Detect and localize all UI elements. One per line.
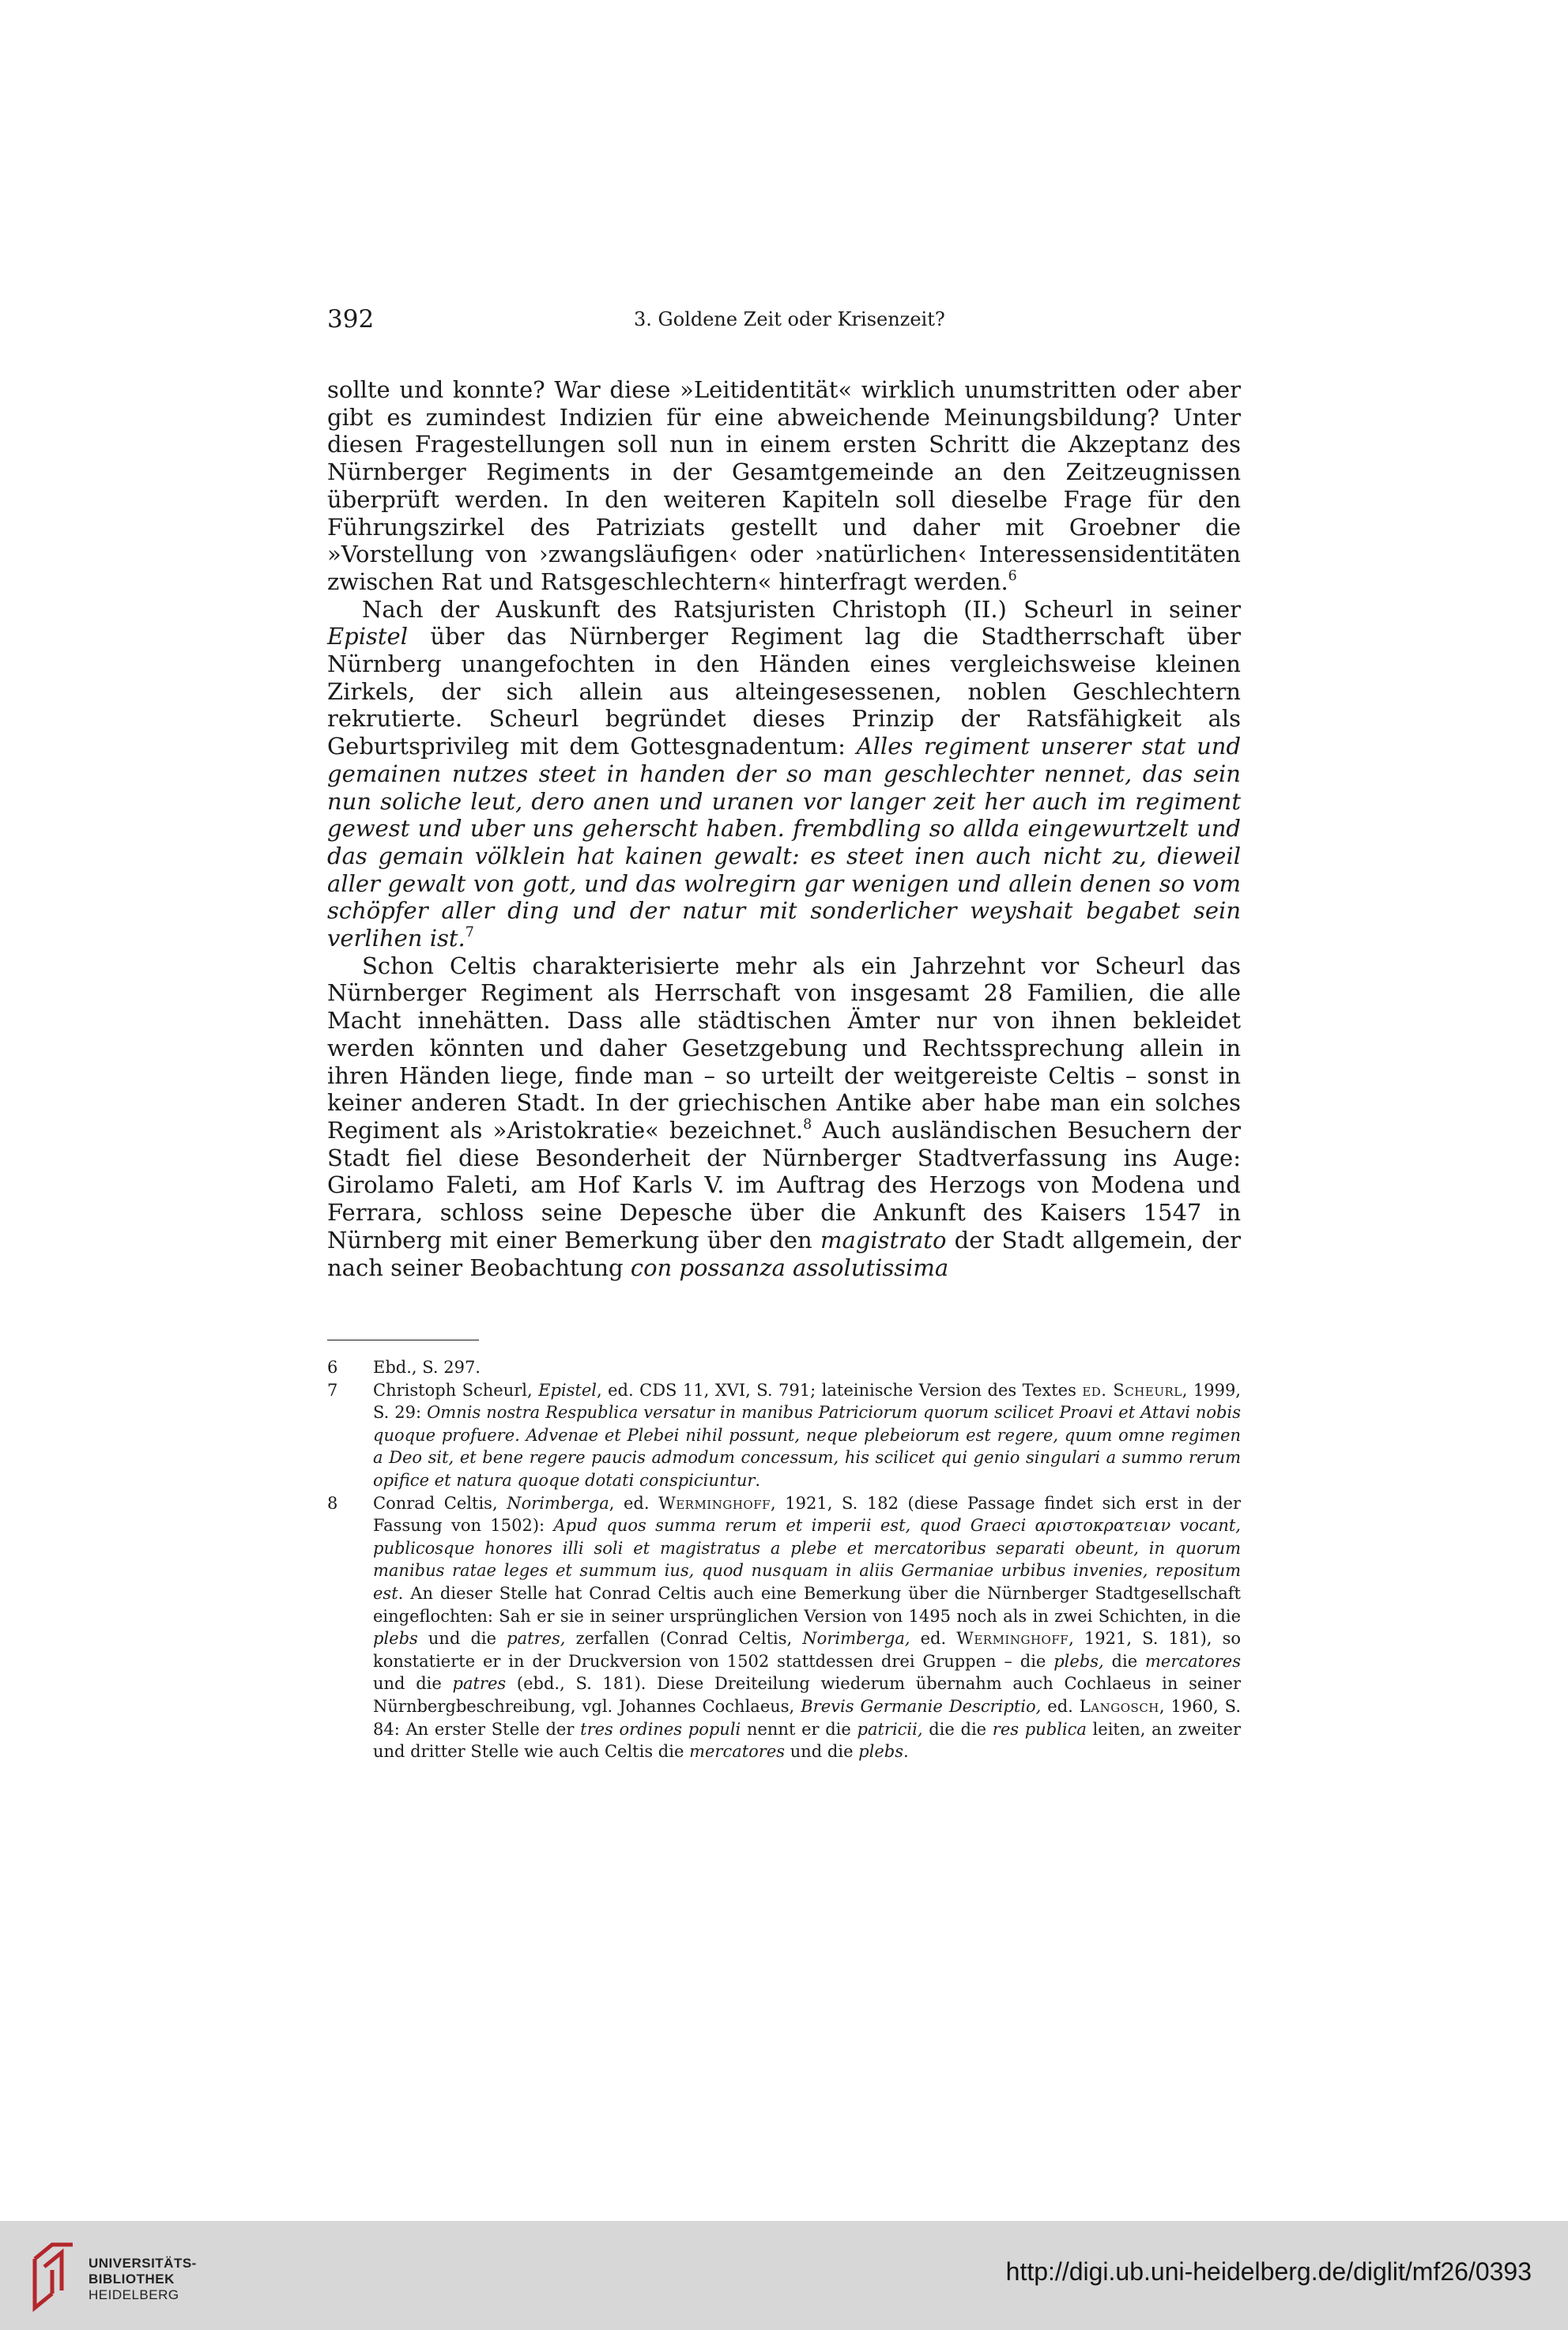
paragraph-3: Schon Celtis charakterisierte mehr als ein Jahrzehnt vor Scheurl das Nürnberger Regiment als Herrschaft von insgesamt 28 Familien, die alle Macht innehätten. Dass alle städtischen Ämter nur von ihnen bekleidet werden könnten und daher Gesetzgebung und Rechtssprechung allein in ihren Händen liege, finde man – so urteilt der weitgereiste Celtis – sonst in keiner anderen Stadt. In der griechischen Antike aber habe man ein solches Regiment als »Aristokratie« bezeichnet.$^8$ Auch ausländischen Besuchern der Stadt fiel diese Besonderheit der Nürnberger Stadtverfassung ins Auge: Girolamo Faleti, am Hof Karls V. im Auftrag des Herzogs von Modena und Ferrara, schloss seine Depesche über die Ankunft des Kaisers 1547 in Nürnberg mit einer Bemerkung über den magistrato der Stadt allgemein, der nach seiner Beobachtung con possanza assolutissima (327, 952, 1242, 1281)
ub-heidelberg-logo-icon (28, 2235, 79, 2314)
footnote-7: 7 Christoph Scheurl, Epistel, ed. CDS 11, XVI, S. 791; lateinische Version des Textes ed. Scheurl, 1999, S. 29: Omnis nostra Respublica versatur in manibus Patriciorum quorum scilicet Proavi et Attavi nobis quoque profuere. Advenae et Plebei nihil possunt, neque plebeiorum est regere, quum omne regimen a Deo sit, et bene regere paucis admodum concessum, his scilicet qui genio singulari a summo rerum opifice et natura quoque dotati conspiciuntur. (327, 1380, 1241, 1490)
library-logo[interactable] (28, 2235, 197, 2314)
footnote-8: 8 Conrad Celtis, Norimberga, ed. Werminghoff, 1921, S. 182 (diese Passage findet sich erst in der Fassung von 1502): Apud quos summa rerum et imperii est, quod Graeci αριστοκρατειαν vocant, publicosque honores illi soli et magistratus a plebe et mercatoribus separati obeunt, in quorum manibus ratae leges et summum ius, quod nusquam in aliis Germaniae urbibus invenies, repositum est. An dieser Stelle hat Conrad Celtis auch eine Bemerkung über die Nürnberger Stadtgesellschaft eingeflochten: Sah er sie in seiner ursprünglichen Version von 1495 noch als in zwei Schichten, in die plebs und die patres, zerfallen (Conrad Celtis, Norimberga, ed. Werminghoff, 1921, S. 181), so konstatierte er in der Druckversion von 1502 stattdessen drei Gruppen – die plebs, die mercatores und die patres (ebd., S. 181). Diese Dreiteilung wiederum übernahm auch Cochlaeus in seiner Nürnbergbeschreibung, vgl. Johannes Cochlaeus, Brevis Germanie Descriptio, ed. Langosch, 1960, S. 84: An erster Stelle der tres ordines populi nennt er die patricii, die die res publica leiten, an zweiter und dritter Stelle wie auch Celtis die mercatores und die plebs. (327, 1493, 1241, 1762)
main-text (327, 376, 1241, 1281)
footnote-ref-6[interactable]: 6 (1008, 567, 1017, 584)
permalink-url[interactable]: http://digi.ub.uni-heidelberg.de/diglit/mf26/0393 (1005, 2257, 1532, 2286)
logo-wordmark: UNIVERSITÄTS- BIBLIOTHEK HEIDELBERG (89, 2256, 197, 2302)
paragraph-1: sollte und konnte? War diese »Leitidentität« wirklich unumstritten oder aber gibt es zumindest Indizien für eine abweichende Meinungsbildung? Unter diesen Fragestellungen soll nun in einem ersten Schritt die Akzeptanz des Nürnberger Regiments in der Gesamtgemeinde an den Zeitzeugnissen überprüft werden. In den weiteren Kapiteln soll dieselbe Frage für den Führungszirkel des Patriziats gestellt und daher mit Groebner die »Vorstellung von ›zwangsläufigen‹ oder ›natürlichen‹ Interessensidentitäten zwischen Rat und Ratsgeschlechtern« hinterfragt werden.$^6$ (327, 376, 1241, 595)
scheurl-quote: Alles regiment unserer stat und gemainen nutzes steet in handen der so man geschlechter nennet, das sein nun soliche leut, dero anen und uranen vor langer zeit her auch im regiment gewest und uber uns geherscht haben. frembdling so allda eingewurtzelt und das gemain völklein hat kainen gewalt: es steet inen auch nicht zu, dieweil aller gewalt von gott, und das wolregirn gar wenigen und allein denen so vom schöpfer aller ding und der natur mit sonderlicher weyshait begabet sein verlihen ist. (327, 733, 1242, 952)
footnote-ref-7[interactable]: 7 (465, 924, 474, 941)
page-header (327, 305, 1241, 340)
footnotes (327, 1356, 1241, 1763)
viewer-footer (0, 2221, 1568, 2330)
footnote-ref-8[interactable]: 8 (803, 1116, 812, 1133)
paragraph-2: Nach der Auskunft des Ratsjuristen Christoph (II.) Scheurl in seiner Epistel über das Nürnberger Regiment lag die Stadtherrschaft über Nürnberg unangefochten in den Händen eines vergleichsweise kleinen Zirkels, der sich allein aus alteingesessenen, noblen Geschlechtern rekrutierte. Scheurl begründet dieses Prinzip der Ratsfähigkeit als Geburtsprivileg mit dem Gottesgnadentum: Alles regiment unserer stat und gemainen nutzes steet in handen der so man geschlechter nennet, das sein nun soliche leut, dero anen und uranen vor langer zeit her auch im regiment gewest und uber uns geherscht haben. frembdling so allda eingewurtzelt und das gemain völklein hat kainen gewalt: es steet inen auch nicht zu, dieweil aller gewalt von gott, und das wolregirn gar wenigen und allein denen so vom schöpfer aller ding und der natur mit sonderlicher weyshait begabet sein verlihen ist.$^7$ (327, 595, 1242, 952)
footnote-6: 6 Ebd., S. 297. (327, 1358, 481, 1377)
page-number: 392 (327, 305, 375, 334)
running-title: 3. Goldene Zeit oder Krisenzeit? (634, 308, 945, 330)
